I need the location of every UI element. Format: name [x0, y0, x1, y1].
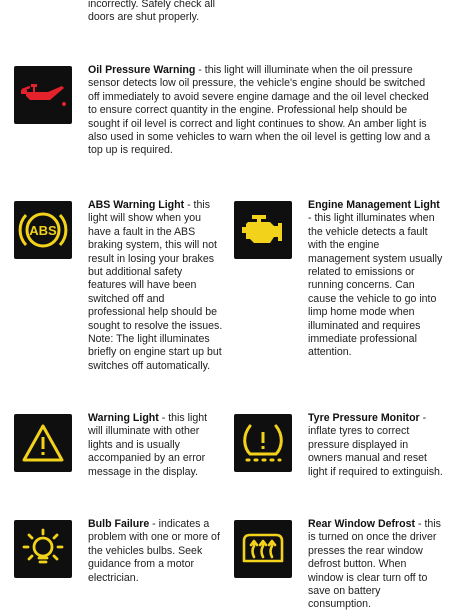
item-description: - this is turned on once the driver presses the rear window defrost button. When window is clear turn off to save on battery consumption.	[308, 518, 441, 611]
bulb-failure-item	[88, 518, 223, 585]
abs-icon	[14, 201, 72, 259]
item-title: Tyre Pressure Monitor	[308, 412, 420, 424]
warning-light-item	[88, 412, 223, 479]
intro-text	[88, 0, 248, 25]
rear-defrost-icon	[234, 520, 292, 578]
item-description: - indicates a problem with one or more of the vehicles bulbs. Seek guidance from a motor electrician.	[88, 518, 220, 584]
item-description: - inflate tyres to correct pressure displayed in owners manual and reset light if required to extinguish.	[308, 412, 443, 478]
engine-management-item	[308, 199, 443, 360]
warning-triangle-icon	[14, 414, 72, 472]
intro-line-1: incorrectly. Safely check all	[88, 0, 215, 10]
tyre-pressure-icon	[234, 414, 292, 472]
intro-line-2: doors are shut properly.	[88, 11, 200, 24]
abs-warning-item	[88, 199, 223, 373]
bulb-failure-icon	[14, 520, 72, 578]
oil-can-icon	[14, 66, 72, 124]
abs-icon-label: ABS	[29, 223, 57, 238]
item-description: - this light will illuminate with other lights and is usually accompanied by an error message in the display.	[88, 412, 208, 478]
tyre-pressure-item	[308, 412, 443, 479]
item-description: - this light will illuminate when the oil pressure sensor detects low oil pressure, the vehicle's engine should be switched off immediately to avoid severe engine damage and the oil level checked to ensure correct quantity in the engine. Professional help should be sought if oil level is correct and light continues to show. An amber light is also used in some vehicles to warn when the oil level is getting low and a top up is required.	[88, 64, 431, 157]
item-title: Warning Light	[88, 412, 159, 424]
engine-icon	[234, 201, 292, 259]
oil-pressure-item	[88, 64, 433, 158]
rear-defrost-item	[308, 518, 443, 612]
item-title: Engine Management Light	[308, 199, 440, 211]
item-title: ABS Warning Light	[88, 199, 185, 211]
item-description: - this light will show when you have a fault in the ABS braking system, this will not result in losing your brakes but additional safety features will have been switched off and professional help should be sought to resolve the issues. Note: The light illuminates briefly on engine start up but switches off automatically.	[88, 199, 223, 372]
item-title: Oil Pressure Warning	[88, 64, 196, 76]
item-description: - this light illuminates when the vehicle detects a fault with the engine management system usually related to emissions or running concerns. Can cause the vehicle to go into limp home mode when illuminated and requires immediate professional attention.	[308, 212, 443, 359]
item-title: Bulb Failure	[88, 518, 150, 530]
item-title: Rear Window Defrost	[308, 518, 416, 530]
